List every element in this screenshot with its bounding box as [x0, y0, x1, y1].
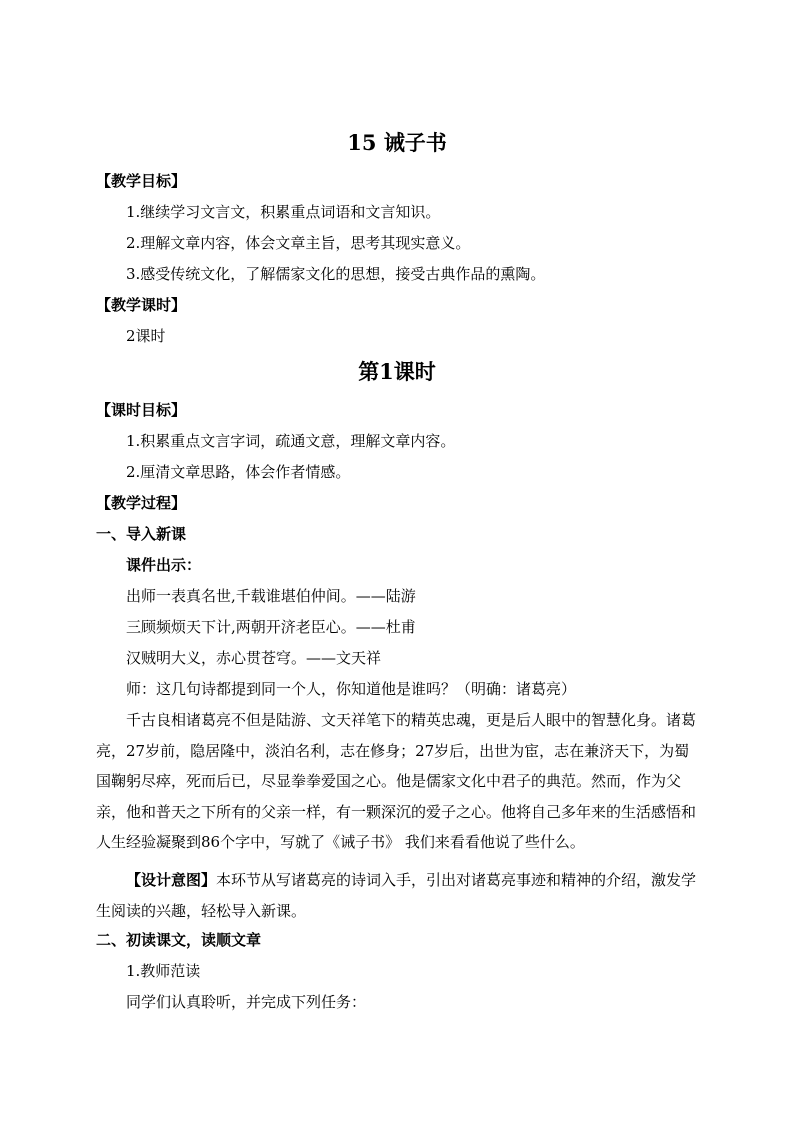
section-title-1: 一、导入新课 [96, 525, 187, 543]
lesson-goals-header: 【课时目标】 [96, 401, 187, 419]
hours-value: 2课时 [126, 327, 166, 345]
courseware-label: 课件出示： [126, 556, 202, 574]
objective-item: 2.理解文章内容，体会文章主旨，思考其现实意义。 [126, 234, 471, 252]
design-intent-text: 本环节从写诸葛亮的诗词入手，引出对诸葛亮事迹和精神的介绍，激发学生阅读的兴趣，轻松导入新课。 [96, 871, 697, 920]
objective-item: 3.感受传统文化，了解儒家文化的思想，接受古典作品的熏陶。 [126, 265, 546, 283]
lesson-goal-item: 2.厘清文章思路，体会作者情感。 [126, 463, 351, 481]
design-intent-paragraph [96, 865, 704, 926]
step-item: 1.教师范读 [126, 962, 201, 980]
document-title: 15 诫子书 [347, 130, 447, 155]
process-header: 【教学过程】 [96, 494, 187, 512]
section-title-2: 二、初读课文，读顺文章 [96, 931, 262, 949]
objectives-header: 【教学目标】 [96, 172, 187, 190]
design-intent-label: 【设计意图】 [126, 871, 217, 889]
hours-header: 【教学课时】 [96, 296, 187, 314]
teacher-question: 师：这几句诗都提到同一个人，你知道他是谁吗？（明确：诸葛亮） [126, 680, 577, 698]
poem-line: 出师一表真名世,千载谁堪伯仲间。——陆游 [126, 587, 416, 605]
intro-paragraph: 千古良相诸葛亮不但是陆游、文天祥笔下的精英忠魂，更是后人眼中的智慧化身。诸葛亮，27岁前，隐居隆中，淡泊名利，志在修身；27岁后，出世为宦，志在兼济天下，为蜀国鞠躬尽瘁，死而后已，尽显拳拳爱国之心。他是儒家文化中君子的典范。然而，作为父亲，他和普天之下所有的父亲一样，有一颗深沉的爱子之心。他将自己多年来的生活感悟和人生经验凝聚到86个字中，写就了《诫子书》 我们来看看他说了些什么。 [96, 711, 697, 851]
poem-line: 汉贼明大义，赤心贯苍穹。——文天祥 [126, 649, 382, 667]
lesson-title: 第1课时 [358, 359, 436, 384]
lesson-goal-item: 1.积累重点文言字词，疏通文意，理解文章内容。 [126, 432, 456, 450]
objective-item: 1.继续学习文言文，积累重点词语和文言知识。 [126, 203, 441, 221]
poem-line: 三顾频烦天下计,两朝开济老臣心。——杜甫 [126, 618, 416, 636]
task-intro: 同学们认真聆听，并完成下列任务： [126, 993, 367, 1011]
